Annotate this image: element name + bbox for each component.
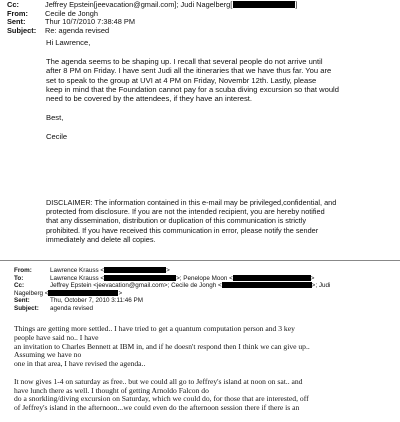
email2-to-row: To: Lawrence Krauss < >; Penelope Moon < > <box>14 274 315 282</box>
from-label: From: <box>14 267 32 274</box>
sent-label: Sent: <box>14 297 30 305</box>
body-line: people have said no.. I have <box>14 332 99 342</box>
email2-subject-row <box>14 305 400 313</box>
redaction-bar <box>233 1 295 8</box>
email2-header <box>14 267 400 313</box>
body-line: of Jeffrey's island in the afternoon...we could even do the afternoon session there if there is an <box>14 403 300 413</box>
body-line: keep in mind that the Foundation cannot pay for a scuba diving excursion so that would <box>46 85 339 95</box>
separator-line <box>0 260 400 261</box>
to-value: Lawrence Krauss < <box>50 274 105 282</box>
disclaimer-line: DISCLAIMER: The information contained in this e-mail may be privileged,confidential, and <box>46 198 337 207</box>
email1-cc-row: Cc: Jeffrey Epstein[jeevacation@gmail.com]; Judi Nagelberg[ ] <box>7 0 298 9</box>
body-line: Things are getting more settled.. I have tried to get a quantum computation person and 3 key <box>14 324 295 333</box>
redaction-bar <box>104 275 176 281</box>
email1-paragraph <box>46 57 396 104</box>
email2-cc-row-continued: Nagelberg < > <box>14 289 123 297</box>
email2-body <box>14 325 398 422</box>
to-value: >; Penelope Moon < <box>176 274 233 282</box>
body-line: after 8 PM on Friday. I have sent Judi all the itineraries that we have thus far. You are <box>46 66 332 76</box>
closing: Best, <box>46 113 64 123</box>
body-line: an invitation to Charles Bennett at IBM in, and if he doesn't respond then I think we can give up.. <box>14 341 310 351</box>
from-label: From: <box>7 8 28 18</box>
redaction-bar <box>233 275 311 281</box>
subject-label: Subject: <box>14 304 39 312</box>
email1-subject-row <box>7 27 400 36</box>
cc-value: Jeffrey Epstein <jeevacation@gmail.com>; Cecile de Jongh < <box>50 282 222 290</box>
disclaimer-line: prohibited. If you have received this communication in error, please notify the sender <box>46 225 319 235</box>
cc-value: Jeffrey Epstein[jeevacation@gmail.com]; Judi Nagelberg[ <box>45 0 233 9</box>
body-line: The agenda seems to be shaping up. I recall that several people do not arrive until <box>46 56 323 66</box>
to-label: To: <box>14 274 24 282</box>
from-value: Lawrence Krauss < <box>50 267 105 274</box>
body-line: do a snorkling/diving excursion on Saturday, which we could do, for those that are interested, off <box>14 394 309 404</box>
body-line: need to be covered by the attendees, if they have an interest. <box>46 94 253 104</box>
body-line: It now gives 1-4 on saturday as free.. but we could all go to Jeffrey's island at noon on sat.. and <box>14 376 303 386</box>
subject-label: Subject: <box>7 25 37 35</box>
disclaimer-line: immediately and delete all copies. <box>46 234 156 244</box>
body-line: Assuming we have no <box>14 350 82 360</box>
email1-header <box>7 1 400 35</box>
disclaimer-line: that any dissemination, distribution or duplication of this communication is strictly <box>46 216 306 226</box>
signature: Cecile <box>46 132 68 142</box>
email2-cc-row <box>14 282 400 290</box>
email2-sent-row <box>14 297 400 305</box>
cc-value: >; Judi <box>311 282 331 290</box>
email2-paragraph <box>14 325 398 369</box>
disclaimer <box>46 198 396 244</box>
redaction-bar <box>48 290 118 296</box>
redaction-bar <box>222 282 312 288</box>
body-line: have lunch there as well. I thought of getting Arnoldo Falcon do <box>14 385 209 395</box>
body-line: set to speak to the group at UVI at 4 PM on Friday, Novembr 12th. Lastly, please <box>46 75 317 85</box>
disclaimer-line: protected from disclosure. If you are not the intended recipient, you are hereby notified <box>46 207 325 217</box>
redaction-bar <box>104 267 166 273</box>
cc-label: Cc: <box>7 0 19 9</box>
sent-label: Sent: <box>7 17 26 27</box>
cc-value: Nagelberg < <box>14 289 49 297</box>
subject-value: Re: agenda revised <box>45 25 110 35</box>
sent-value: Thur 10/7/2010 7:38:48 PM <box>45 17 135 27</box>
email1-body <box>46 38 396 151</box>
cc-label: Cc: <box>14 282 25 290</box>
from-value: Cecile de Jongh <box>45 8 99 18</box>
sent-value: Thu, October 7, 2010 3:11:46 PM <box>50 297 143 305</box>
email2-from-row: From: Lawrence Krauss < > <box>14 267 170 274</box>
subject-value: agenda revised <box>50 304 94 312</box>
email2-paragraph <box>14 378 398 413</box>
greeting: Hi Lawrence, <box>46 38 91 47</box>
body-line: one in that area, I have revised the agenda.. <box>14 359 146 369</box>
